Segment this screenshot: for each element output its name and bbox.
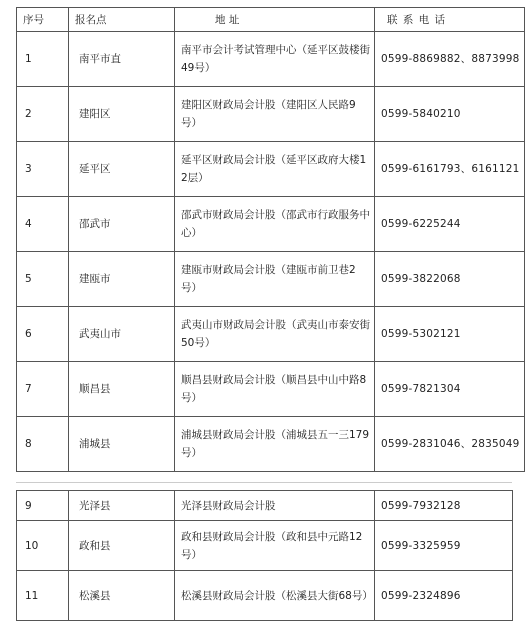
cell-site: 武夷山市 — [69, 307, 175, 362]
cell-no: 9 — [17, 491, 69, 521]
page-break-line — [16, 482, 512, 483]
cell-no: 10 — [17, 521, 69, 571]
cell-phone: 0599-7821304 — [375, 362, 525, 417]
cell-site: 延平区 — [69, 142, 175, 197]
cell-site: 邵武市 — [69, 197, 175, 252]
table-row — [17, 307, 525, 362]
table-header-row — [17, 8, 525, 32]
cell-address: 南平市会计考试管理中心（延平区鼓楼街49号） — [175, 32, 375, 87]
cell-phone: 0599-5840210 — [375, 87, 525, 142]
cell-address: 政和县财政局会计股（政和县中元路12号） — [175, 521, 375, 571]
table-row — [17, 252, 525, 307]
header-site: 报名点 — [69, 8, 175, 32]
table-row — [17, 32, 525, 87]
cell-no: 4 — [17, 197, 69, 252]
header-phone: 联 系 电 话 — [375, 8, 525, 32]
registration-table-part-1 — [16, 7, 525, 472]
cell-site: 政和县 — [69, 521, 175, 571]
cell-site: 南平市直 — [69, 32, 175, 87]
header-address: 地 址 — [175, 8, 375, 32]
cell-phone: 0599-2324896 — [375, 571, 513, 621]
cell-phone: 0599-3822068 — [375, 252, 525, 307]
cell-site: 光泽县 — [69, 491, 175, 521]
table-row — [17, 197, 525, 252]
cell-address: 延平区财政局会计股（延平区政府大楼12层） — [175, 142, 375, 197]
cell-no: 1 — [17, 32, 69, 87]
cell-no: 8 — [17, 417, 69, 472]
cell-phone: 0599-6225244 — [375, 197, 525, 252]
cell-no: 7 — [17, 362, 69, 417]
cell-address: 顺昌县财政局会计股（顺昌县中山中路8号） — [175, 362, 375, 417]
cell-address: 松溪县财政局会计股（松溪县大街68号） — [175, 571, 375, 621]
cell-no: 3 — [17, 142, 69, 197]
cell-address: 武夷山市财政局会计股（武夷山市泰安街50号） — [175, 307, 375, 362]
table-row — [17, 362, 525, 417]
table-row — [17, 142, 525, 197]
cell-phone: 0599-6161793、6161121 — [375, 142, 525, 197]
cell-phone: 0599-3325959 — [375, 521, 513, 571]
cell-no: 5 — [17, 252, 69, 307]
cell-phone: 0599-2831046、2835049 — [375, 417, 525, 472]
cell-site: 顺昌县 — [69, 362, 175, 417]
cell-site: 建阳区 — [69, 87, 175, 142]
cell-address: 浦城县财政局会计股（浦城县五一三179号） — [175, 417, 375, 472]
cell-phone: 0599-8869882、8873998 — [375, 32, 525, 87]
cell-address: 建阳区财政局会计股（建阳区人民路9号） — [175, 87, 375, 142]
cell-phone: 0599-5302121 — [375, 307, 525, 362]
cell-address: 光泽县财政局会计股 — [175, 491, 375, 521]
registration-table-part-2 — [16, 490, 513, 621]
cell-address: 邵武市财政局会计股（邵武市行政服务中心） — [175, 197, 375, 252]
header-no: 序号 — [17, 8, 69, 32]
cell-site: 松溪县 — [69, 571, 175, 621]
table-row — [17, 521, 513, 571]
table-row — [17, 87, 525, 142]
cell-no: 2 — [17, 87, 69, 142]
cell-no: 11 — [17, 571, 69, 621]
cell-address: 建瓯市财政局会计股（建瓯市前卫巷2号） — [175, 252, 375, 307]
table-row — [17, 571, 513, 621]
cell-site: 浦城县 — [69, 417, 175, 472]
cell-no: 6 — [17, 307, 69, 362]
table-row — [17, 491, 513, 521]
cell-site: 建瓯市 — [69, 252, 175, 307]
cell-phone: 0599-7932128 — [375, 491, 513, 521]
table-row — [17, 417, 525, 472]
